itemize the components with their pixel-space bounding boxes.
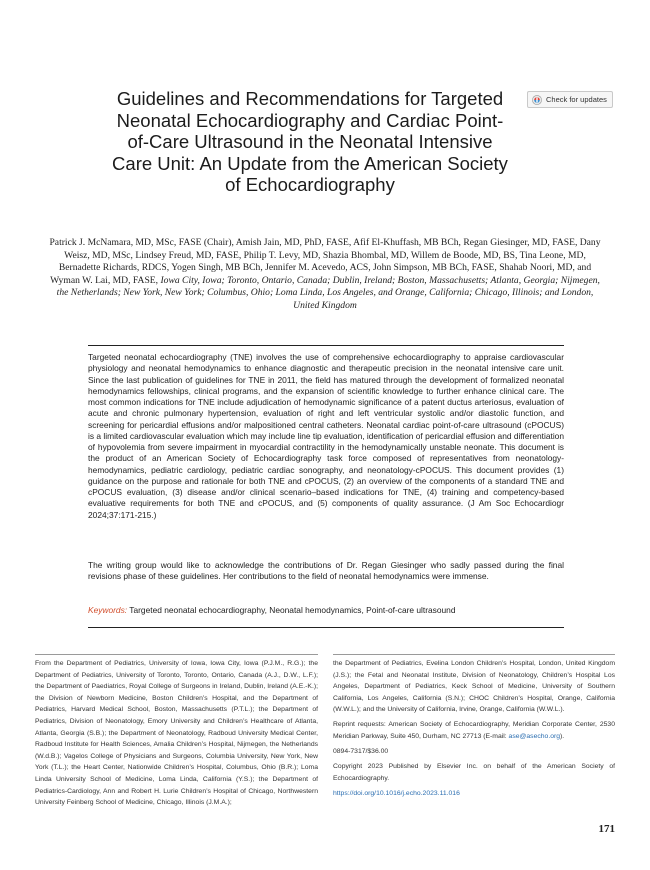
footnote-right-divider bbox=[333, 654, 615, 655]
reprint-requests bbox=[333, 719, 615, 742]
doi-link[interactable]: https://doi.org/10.1016/j.echo.2023.11.016 bbox=[333, 789, 460, 797]
check-for-updates-button[interactable] bbox=[527, 91, 613, 108]
author-affiliations: Iowa City, Iowa; Toronto, Ontario, Canada; Dublin, Ireland; Boston, Massachusetts; Atlanta, Georgia; Nijmegen, the Netherlands; New York, New York; Columbus, Ohio; Loma Linda, Los Angeles, and Orange, California; Chicago, Illinois; and London, United Kingdom bbox=[56, 274, 600, 311]
footnote-right-column bbox=[333, 658, 615, 802]
keywords-label: Keywords: bbox=[88, 605, 128, 615]
acknowledgment: The writing group would like to acknowledge the contributions of Dr. Regan Giesinger who sadly passed during the final revisions phase of these guidelines. Her contributions to the field of neonatal hemodynamics were immense. bbox=[88, 560, 564, 582]
abstract-bottom-rule bbox=[88, 627, 564, 628]
footnote-affiliations-continued: the Department of Pediatrics, Evelina London Children’s Hospital, London, United Kingdom (J.S.); the Fetal and Neonatal Institute, Division of Neonatology, Children’s Hospital Los Angeles, Department of Pediatrics, Keck School of Medicine, University of Southern California, Los Angeles, California (S.N.); CHOC Children’s Hospital, Orange, California (W.W.L.); and the University of California, Irvine, Orange, California (W.W.L.). bbox=[333, 660, 615, 714]
footnote-affiliations: From the Department of Pediatrics, University of Iowa, Iowa City, Iowa (P.J.M., R.G.); the Department of Pediatrics, University of Toronto, Toronto, Ontario, Canada (A.J., D.W., L.F.); the Department of Paediatrics, Royal College of Surgeons in Ireland, Dublin, Ireland (A.E.-K.); the Division of Newborn Medicine, Boston Children’s Hospital, and the Department of Pediatrics, Harvard Medical School, Boston, Massachusetts (P.T.L.); the Department of Pediatrics, Division of Neonatology, Emory University and Children’s Healthcare of Atlanta, Atlanta, Georgia (S.B.); the Department of Neonatology, Radboud University Medical Center, Radboud Institute for Health Sciences, Amalia Children’s Hospital, Nijmegen, the Netherlands (W.d.B.); Vagelos College of Physicians and Surgeons, Columbia University, New York, New York (T.L.); the Heart Center, Nationwide Children’s Hospital, Columbus, Ohio (B.R.); Loma Linda University School of Medicine, Loma Linda, California (Y.S.); the Department of Pediatrics-Cardiology, Ann and Robert H. Lurie Children’s Hospital of Chicago, Northwestern University Feinberg School of Medicine, Chicago, Illinois (J.M.A.); bbox=[35, 660, 318, 807]
issn-price: 0894-7317/$36.00 bbox=[333, 747, 389, 755]
check-for-updates-label: Check for updates bbox=[546, 95, 607, 104]
abstract: Targeted neonatal echocardiography (TNE) involves the use of comprehensive echocardiography to appraise cardiovascular physiology and neonatal hemodynamics to enhance diagnostic and therapeutic precision in the neonatal intensive care unit. Since the last publication of guidelines for TNE in 2011, the field has matured through the development of formalized neonatal hemodynamics fellowships, clinical programs, and the expansion of scientific knowledge to further enhance clinical care. The most common indications for TNE include adjudication of hemodynamic significance of a patent ductus arteriosus, evaluation of acute and chronic pulmonary hypertension, evaluation of right and left ventricular systolic and/or diastolic function, and screening for pericardial effusions and/or malpositioned central catheters. Neonatal cardiac point-of-care ultrasound (cPOCUS) is a limited cardiovascular evaluation which may include line tip evaluation, identification of pericardial effusion and differentiation of hypovolemia from severe impairment in myocardial contractility in the hemodynamically unstable neonate. This document is the product of an American Society of Echocardiography task force composed of representatives from neonatology-hemodynamics, pediatric cardiology, pediatric cardiac sonography, and neonatology-cPOCUS. This document provides (1) guidance on the purpose and rationale for both TNE and cPOCUS, (2) an overview of the components of a standard TNE and cPOCUS evaluation, (3) disease and/or clinical scenario–based indications for TNE, (4) training and competency-based evaluative requirements for both TNE and cPOCUS, and (5) components of quality assurance. (J Am Soc Echocardiogr 2024;37:171-215.) bbox=[88, 352, 564, 520]
reprint-email-link[interactable]: ase@asecho.org bbox=[508, 732, 561, 740]
abstract-top-rule bbox=[88, 345, 564, 346]
author-names: Patrick J. McNamara, MD, MSc, FASE (Chair), Amish Jain, MD, PhD, FASE, Afif El-Khuffash, MB BCh, Regan Giesinger, MD, FASE, Dany Weisz, MD, MSc, Lindsey Freud, MD, FASE, Philip T. Levy, MD, Shazia Bhombal, MD, Willem de Boode, MD, BS, Tina Leone, MD, Bernadette Richards, RDCS, Yogen Singh, MB BCh, Jennifer M. Acevedo, ACS, John Simpson, MB BCh, FASE, Shahab Noori, MD, and Wyman W. Lai, MD, FASE, bbox=[49, 237, 601, 286]
crossmark-icon bbox=[532, 95, 542, 105]
reprint-text: Reprint requests: American Society of Echocardiography, Meridian Corporate Center, 2530 Meridian Parkway, Suite 450, Durham, NC 27713 (E-mail: bbox=[333, 721, 615, 740]
footnote-left-divider bbox=[35, 654, 318, 655]
author-list bbox=[45, 237, 605, 312]
copyright-notice: Copyright 2023 Published by Elsevier Inc. on behalf of the American Society of Echocardiography. bbox=[333, 762, 615, 782]
reprint-end: ). bbox=[560, 732, 565, 740]
page-number: 171 bbox=[598, 823, 615, 835]
keywords-text: Targeted neonatal echocardiography, Neonatal hemodynamics, Point-of-care ultrasound bbox=[129, 605, 456, 615]
article-title: Guidelines and Recommendations for Targeted Neonatal Echocardiography and Cardiac Point-of-Care Ultrasound in the Neonatal Intensive Care Unit: An Update from the American Society of Echocardiography bbox=[112, 88, 508, 195]
keywords bbox=[88, 605, 564, 616]
